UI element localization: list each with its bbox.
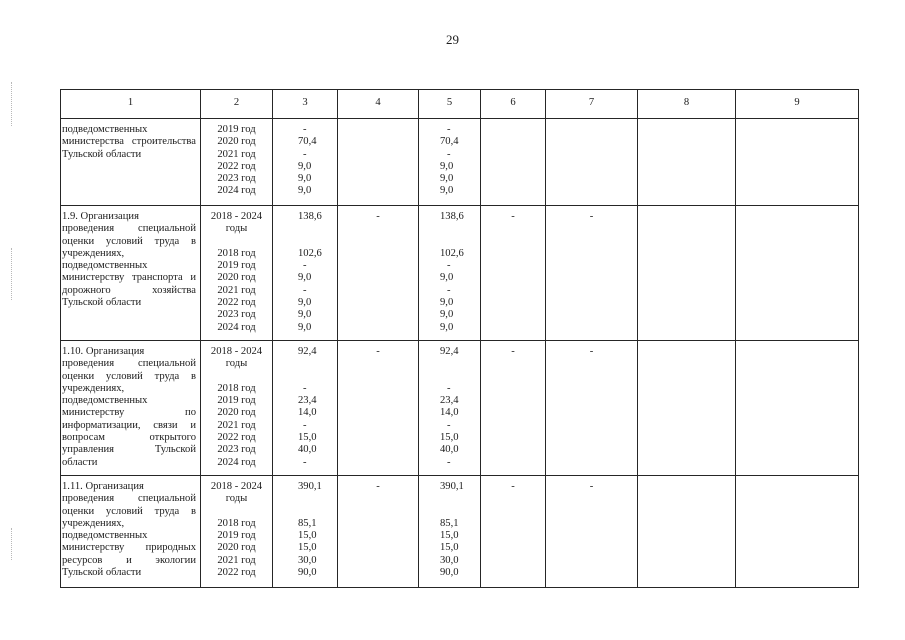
value-line: 15,0	[298, 530, 317, 542]
period-line	[201, 506, 272, 518]
column-7-cell	[546, 341, 638, 476]
description-line: проведения специальной	[62, 358, 196, 370]
period-line: 2021 год	[217, 554, 256, 566]
description-line: Тульской области	[62, 297, 142, 309]
column-5-cell	[419, 119, 481, 206]
period-line: 2021 год	[217, 284, 256, 296]
value-line: 9,0	[298, 272, 312, 284]
description-line: проведения специальной	[62, 493, 196, 505]
value-line: 40,0	[298, 444, 317, 456]
description-line: управления Тульской	[62, 444, 196, 456]
column-8-cell	[638, 119, 736, 206]
column-header-7: 7	[546, 90, 638, 119]
value-line: -	[511, 481, 515, 492]
column-7-cell	[546, 476, 638, 588]
column-6-cell	[481, 206, 546, 341]
value-line: 30,0	[298, 554, 317, 566]
value-line	[298, 223, 337, 235]
description-cell	[61, 119, 201, 206]
period-cell	[201, 341, 273, 476]
value-line: 138,6	[298, 211, 322, 222]
description-line: информатизации, связи и	[62, 419, 196, 431]
period-line: 2023 год	[217, 173, 256, 185]
value-line: 15,0	[298, 542, 317, 554]
value-line: 92,4	[440, 346, 459, 357]
column-header-1: 1	[61, 90, 201, 119]
value-line: -	[303, 148, 307, 160]
period-line: 2020 год	[217, 136, 256, 148]
description-line: подведомственных	[62, 530, 148, 542]
value-line	[440, 506, 480, 518]
value-line: -	[447, 456, 451, 468]
period-cell	[201, 476, 273, 588]
period-line: 2019 год	[217, 124, 256, 135]
column-9-cell	[736, 341, 859, 476]
period-line: 2020 год	[217, 407, 256, 419]
scan-artifact	[11, 82, 12, 126]
column-4-cell	[338, 206, 419, 341]
period-line: 2022 год	[217, 297, 256, 309]
description-line: 1.9. Организация	[62, 211, 139, 222]
period-line: 2018 - 2024	[210, 211, 263, 222]
period-line: 2018 год	[217, 382, 256, 394]
value-line: 9,0	[440, 173, 454, 185]
description-line: учреждениях,	[62, 247, 125, 259]
value-line: 138,6	[440, 211, 464, 222]
period-line: 2021 год	[217, 419, 256, 431]
period-line: 2024 год	[217, 456, 256, 468]
value-line: 30,0	[440, 554, 459, 566]
value-line	[298, 236, 337, 248]
period-line: 2021 год	[217, 148, 256, 160]
value-line	[440, 223, 480, 235]
value-line: -	[447, 124, 451, 135]
description-line: учреждениях,	[62, 382, 125, 394]
description-line: Тульской области	[62, 148, 142, 160]
column-header-2: 2	[201, 90, 273, 119]
period-line: 2023 год	[217, 444, 256, 456]
value-line: -	[447, 260, 451, 272]
period-line: 2018 - 2024	[210, 481, 263, 492]
column-6-cell	[481, 119, 546, 206]
page-number: 29	[446, 32, 459, 47]
value-line	[440, 371, 480, 383]
period-line: 2024 год	[217, 185, 256, 197]
column-3-cell	[273, 341, 338, 476]
value-line: 9,0	[440, 297, 454, 309]
description-cell	[61, 341, 201, 476]
description-line: подведомственных	[62, 124, 148, 135]
period-line: 2022 год	[217, 567, 256, 579]
column-header-5: 5	[419, 90, 481, 119]
period-line: 2018 - 2024	[210, 346, 263, 357]
period-line: 2019 год	[217, 530, 256, 542]
description-line: оценки условий труда в	[62, 505, 196, 517]
value-line: 14,0	[298, 407, 317, 419]
period-line: годы	[225, 223, 248, 235]
value-line: 9,0	[298, 160, 312, 172]
period-line: годы	[225, 358, 248, 370]
value-line: 85,1	[440, 517, 459, 529]
period-line	[201, 236, 272, 248]
description-line: министерству по	[62, 407, 196, 419]
value-line: 92,4	[298, 346, 317, 357]
value-line: -	[511, 211, 515, 222]
period-line: 2024 год	[217, 321, 256, 333]
value-line: 15,0	[440, 542, 459, 554]
value-line: 390,1	[440, 481, 464, 492]
period-line: 2022 год	[217, 160, 256, 172]
column-6-cell	[481, 341, 546, 476]
column-header-6: 6	[481, 90, 546, 119]
column-8-cell	[638, 206, 736, 341]
description-line: оценки условий труда в	[62, 235, 196, 247]
column-9-cell	[736, 206, 859, 341]
value-line: -	[303, 124, 307, 135]
description-line: министерству природных	[62, 542, 196, 554]
value-line: 9,0	[298, 309, 312, 321]
description-cell	[61, 476, 201, 588]
column-header-4: 4	[338, 90, 419, 119]
value-line: 90,0	[298, 567, 317, 579]
value-line: 9,0	[440, 272, 454, 284]
description-line: подведомственных	[62, 260, 148, 272]
column-5-cell	[419, 206, 481, 341]
value-line: -	[376, 211, 380, 222]
value-line: 90,0	[440, 567, 459, 579]
period-line: 2020 год	[217, 542, 256, 554]
value-line: 390,1	[298, 481, 322, 492]
value-line: 9,0	[298, 297, 312, 309]
description-line: области	[62, 456, 98, 468]
value-line	[440, 236, 480, 248]
description-line: дорожного хозяйства	[62, 284, 196, 296]
value-line	[298, 506, 337, 518]
description-line: министерства строительства	[62, 136, 196, 148]
column-7-cell	[546, 119, 638, 206]
value-line: 9,0	[298, 185, 312, 197]
scan-artifact	[11, 528, 12, 560]
value-line: -	[303, 419, 307, 431]
value-line: 23,4	[298, 395, 317, 407]
value-line	[298, 358, 337, 370]
value-line: 15,0	[440, 432, 459, 444]
column-4-cell	[338, 476, 419, 588]
column-3-cell	[273, 206, 338, 341]
value-line: 14,0	[440, 407, 459, 419]
description-line: 1.11. Организация	[62, 481, 144, 492]
description-cell	[61, 206, 201, 341]
value-line: -	[589, 481, 594, 492]
column-5-cell	[419, 341, 481, 476]
period-line: 2018 год	[217, 247, 256, 259]
value-line: -	[589, 211, 594, 222]
description-line: оценки условий труда в	[62, 370, 196, 382]
value-line: 40,0	[440, 444, 459, 456]
value-line	[440, 358, 480, 370]
scan-artifact	[11, 248, 12, 300]
period-line: годы	[225, 493, 248, 505]
value-line: -	[303, 456, 307, 468]
value-line: 9,0	[440, 160, 454, 172]
description-line: вопросам открытого	[62, 432, 196, 444]
period-line: 2022 год	[217, 432, 256, 444]
column-4-cell	[338, 119, 419, 206]
description-line: ресурсов и экологии	[62, 554, 196, 566]
period-line: 2018 год	[217, 517, 256, 529]
column-3-cell	[273, 119, 338, 206]
description-line: министерству транспорта и	[62, 272, 196, 284]
value-line: 9,0	[298, 321, 312, 333]
column-3-cell	[273, 476, 338, 588]
column-5-cell	[419, 476, 481, 588]
column-8-cell	[638, 476, 736, 588]
value-line: -	[447, 284, 451, 296]
period-line	[201, 371, 272, 383]
period-cell	[201, 206, 273, 341]
value-line: -	[511, 346, 515, 357]
value-line: 9,0	[298, 173, 312, 185]
value-line: -	[447, 419, 451, 431]
value-line: 102,6	[298, 247, 322, 259]
value-line: -	[376, 481, 380, 492]
value-line: 70,4	[298, 136, 317, 148]
value-line: 23,4	[440, 395, 459, 407]
column-9-cell	[736, 476, 859, 588]
value-line: 9,0	[440, 309, 454, 321]
period-line: 2019 год	[217, 395, 256, 407]
column-6-cell	[481, 476, 546, 588]
column-4-cell	[338, 341, 419, 476]
value-line: 9,0	[440, 185, 454, 197]
value-line: -	[303, 284, 307, 296]
value-line: 15,0	[440, 530, 459, 542]
value-line: -	[447, 382, 451, 394]
column-7-cell	[546, 206, 638, 341]
column-9-cell	[736, 119, 859, 206]
value-line: 9,0	[440, 321, 454, 333]
description-line: подведомственных	[62, 395, 148, 407]
value-line: 70,4	[440, 136, 459, 148]
description-line: проведения специальной	[62, 223, 196, 235]
value-line: 15,0	[298, 432, 317, 444]
description-line: Тульской области	[62, 567, 142, 579]
value-line: -	[589, 346, 594, 357]
period-cell	[201, 119, 273, 206]
value-line	[298, 493, 337, 505]
value-line: -	[303, 382, 307, 394]
value-line	[298, 371, 337, 383]
column-header-9: 9	[736, 90, 859, 119]
program-table	[60, 89, 859, 588]
description-line: учреждениях,	[62, 517, 125, 529]
value-line: 102,6	[440, 247, 464, 259]
value-line: 85,1	[298, 517, 317, 529]
period-line: 2020 год	[217, 272, 256, 284]
period-line: 2023 год	[217, 309, 256, 321]
column-header-8: 8	[638, 90, 736, 119]
value-line: -	[447, 148, 451, 160]
column-8-cell	[638, 341, 736, 476]
value-line: -	[376, 346, 380, 357]
column-header-3: 3	[273, 90, 338, 119]
value-line	[440, 493, 480, 505]
description-line: 1.10. Организация	[62, 346, 145, 357]
value-line: -	[303, 260, 307, 272]
period-line: 2019 год	[217, 260, 256, 272]
